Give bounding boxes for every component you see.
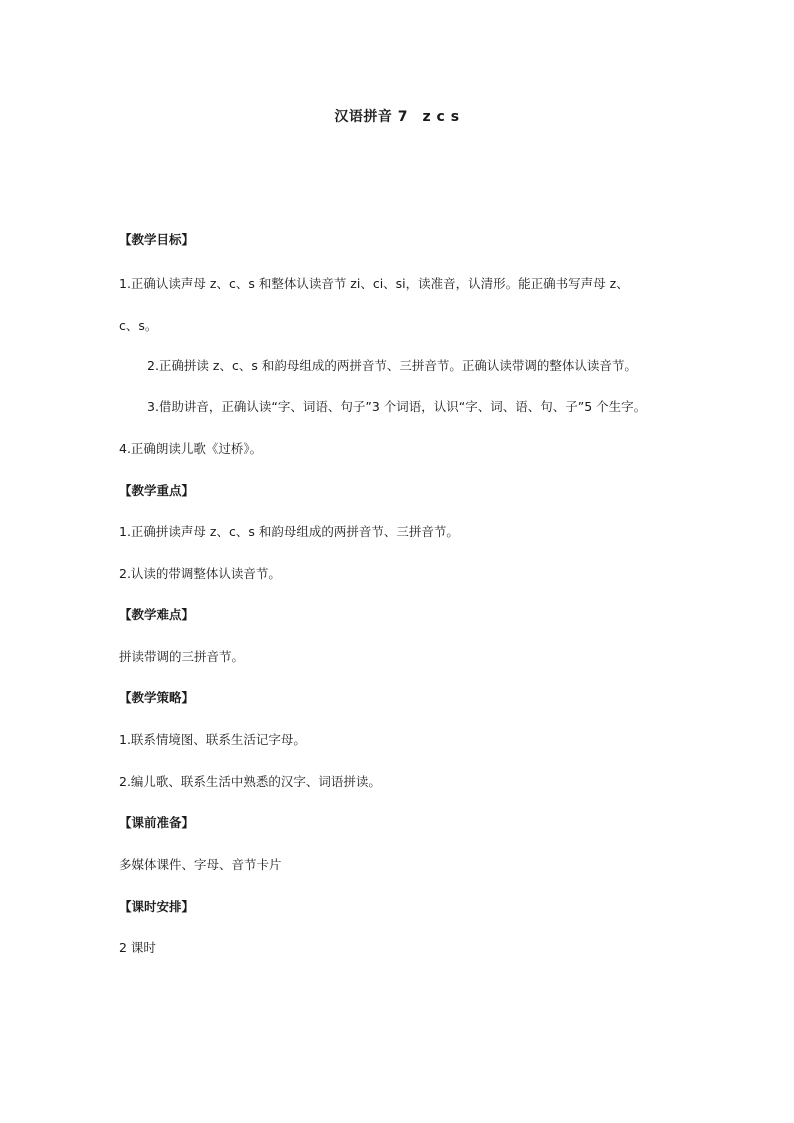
difficulty-heading: 【教学难点】 xyxy=(119,607,195,622)
key-points-heading: 【教学重点】 xyxy=(119,483,195,498)
page-title: 汉语拼音 7 z c s xyxy=(334,109,460,125)
strategy-heading: 【教学策略】 xyxy=(119,690,195,705)
strategy-2: 2.编儿歌、联系生活中熟悉的汉字、词语拼读。 xyxy=(119,774,381,789)
schedule-heading: 【课时安排】 xyxy=(119,899,195,914)
schedule-1: 2 课时 xyxy=(119,940,156,955)
preparation-1: 多媒体课件、字母、音节卡片 xyxy=(119,857,282,872)
goal-3: 3.借助讲音，正确认读“字、词语、句子”3 个词语，认识“字、词、语、句、子”5 个生字。 xyxy=(147,399,647,414)
goal-4: 4.正确朗读儿歌《过桥》。 xyxy=(119,441,263,456)
preparation-heading: 【课前准备】 xyxy=(119,815,195,830)
goal-2: 2.正确拼读 z、c、s 和韵母组成的两拼音节、三拼音节。正确认读带调的整体认读音节。 xyxy=(147,358,637,373)
goal-1-line-2: c、s。 xyxy=(119,318,158,333)
strategy-1: 1.联系情境图、联系生活记字母。 xyxy=(119,732,306,747)
key-point-1: 1.正确拼读声母 z、c、s 和韵母组成的两拼音节、三拼音节。 xyxy=(119,524,459,539)
goal-1-line-1: 1.正确认读声母 z、c、s 和整体认读音节 zi、ci、si，读准音，认清形。能正确书写声母 z、 xyxy=(119,276,629,291)
difficulty-1: 拼读带调的三拼音节。 xyxy=(119,649,245,664)
goals-heading: 【教学目标】 xyxy=(119,232,195,247)
key-point-2: 2.认读的带调整体认读音节。 xyxy=(119,566,281,581)
